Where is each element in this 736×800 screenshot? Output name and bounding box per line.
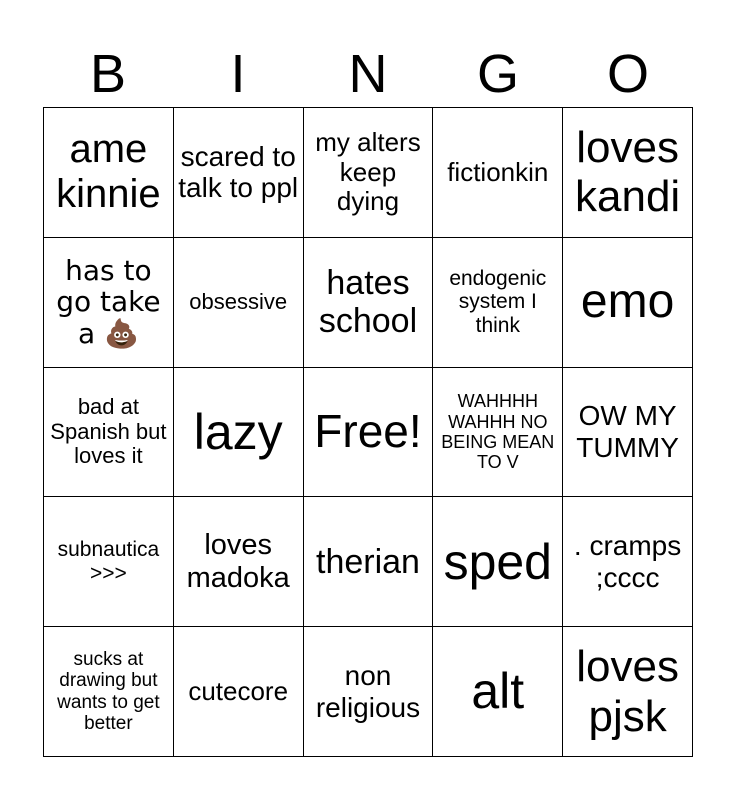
bingo-cell[interactable]: obsessive xyxy=(174,238,304,368)
bingo-cell-free[interactable]: Free! xyxy=(304,368,434,498)
bingo-cell[interactable]: ame kinnie xyxy=(44,108,174,238)
bingo-cell[interactable]: lazy xyxy=(174,368,304,498)
bingo-cell[interactable]: loves madoka xyxy=(174,497,304,627)
bingo-cell[interactable]: cutecore xyxy=(174,627,304,757)
header-letter-b: B xyxy=(89,44,127,104)
header-letter-n: N xyxy=(348,44,388,104)
bingo-header xyxy=(43,44,693,104)
header-letter-i: I xyxy=(230,44,246,104)
bingo-cell[interactable]: bad at Spanish but loves it xyxy=(44,368,174,498)
bingo-cell[interactable]: sped xyxy=(433,497,563,627)
bingo-cell[interactable]: WAHHHH WAHHH NO BEING MEAN TO V xyxy=(433,368,563,498)
bingo-cell[interactable]: . cramps ;cccc xyxy=(563,497,693,627)
header-letter-g: G xyxy=(476,44,519,104)
bingo-cell[interactable]: non religious xyxy=(304,627,434,757)
bingo-cell[interactable]: hates school xyxy=(304,238,434,368)
bingo-cell[interactable]: scared to talk to ppl xyxy=(174,108,304,238)
bingo-cell[interactable]: endogenic system I think xyxy=(433,238,563,368)
bingo-cell[interactable]: has to go take a 💩 xyxy=(44,238,174,368)
header-letter-o: O xyxy=(606,44,649,104)
bingo-cell[interactable]: fictionkin xyxy=(433,108,563,238)
bingo-cell[interactable]: subnautica >>> xyxy=(44,497,174,627)
bingo-cell[interactable]: therian xyxy=(304,497,434,627)
bingo-cell[interactable]: loves kandi xyxy=(563,108,693,238)
bingo-grid xyxy=(43,107,693,757)
bingo-cell[interactable]: sucks at drawing but wants to get better xyxy=(44,627,174,757)
bingo-cell[interactable]: loves pjsk xyxy=(563,627,693,757)
bingo-cell[interactable]: emo xyxy=(563,238,693,368)
bingo-cell[interactable]: my alters keep dying xyxy=(304,108,434,238)
bingo-cell[interactable]: OW MY TUMMY xyxy=(563,368,693,498)
bingo-cell[interactable]: alt xyxy=(433,627,563,757)
